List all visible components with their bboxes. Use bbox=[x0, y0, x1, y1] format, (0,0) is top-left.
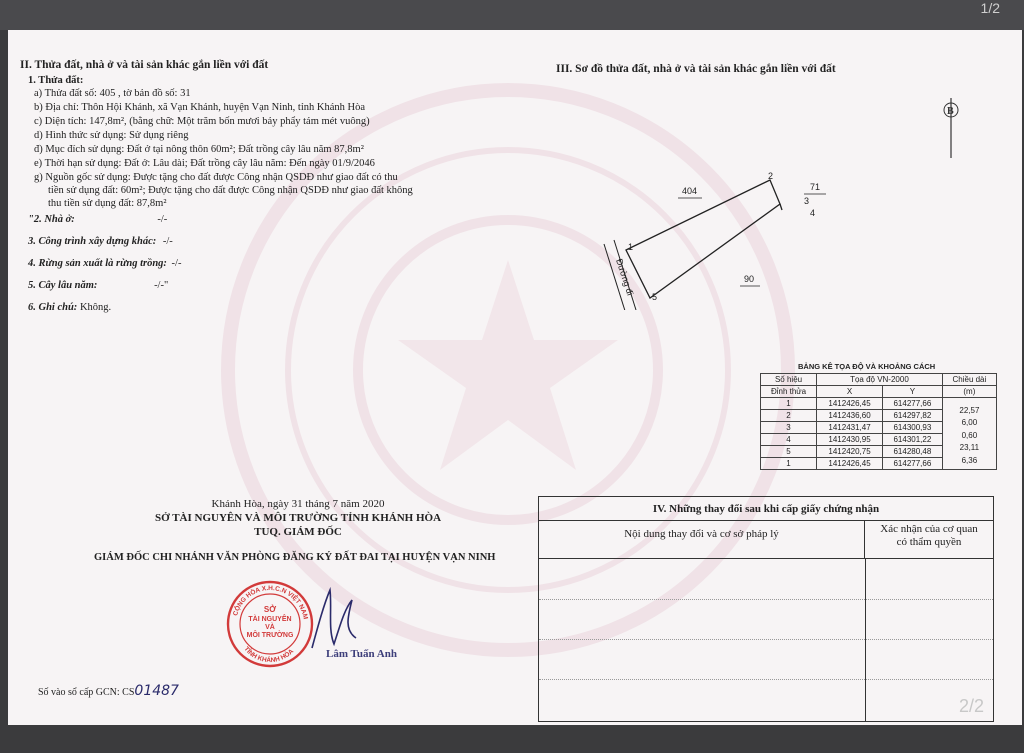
header-length-unit: (m) bbox=[942, 386, 996, 398]
compass-letter: B bbox=[947, 106, 954, 117]
origin-line-1: g) Nguồn gốc sử dụng: Được tặng cho đất được Công nhận QSDĐ như giao đất có thu bbox=[34, 172, 398, 183]
land-parcel-heading: 1. Thửa đất: bbox=[28, 75, 84, 86]
forest-row: 4. Rừng sản xuất là rừng trồng: -/- bbox=[28, 258, 182, 269]
north-arrow-icon bbox=[942, 98, 960, 158]
point-2: 2 bbox=[768, 171, 774, 181]
origin-line-3: thu tiền sử dụng đất: 87,8m² bbox=[48, 198, 167, 209]
changes-body bbox=[539, 559, 993, 721]
point-3: 3 bbox=[804, 196, 810, 206]
header-x: X bbox=[817, 386, 883, 398]
house-row: "2. Nhà ở: -/- bbox=[28, 214, 168, 225]
table-row: 5 1412420,75 614280,48 bbox=[761, 446, 997, 458]
usage-form-line: d) Hình thức sử dụng: Sử dụng riêng bbox=[34, 130, 189, 141]
origin-line-2: tiền sử dụng đất: 60m²; Được tặng cho đất được Công nhận QSDĐ như giao đất không bbox=[48, 185, 413, 196]
perennial-row: 5. Cây lâu năm: -/-" bbox=[28, 280, 169, 291]
changes-content-header: Nội dung thay đổi và cơ sở pháp lý bbox=[539, 521, 865, 558]
previous-page-indicator: 1/2 bbox=[980, 0, 1000, 16]
table-row: 1 1412426,45 614277,66 22,57 6,00 0,60 23,11 6,36 bbox=[761, 398, 997, 410]
section-3-title: III. Sơ đồ thửa đất, nhà ở và tài sản khác gắn liền với đất bbox=[556, 63, 836, 75]
svg-text:TỈNH KHÁNH HÒA: TỈNH KHÁNH HÒA bbox=[242, 645, 296, 665]
header-length: Chiều dài bbox=[942, 374, 996, 386]
neighbor-71: 71 bbox=[810, 182, 821, 192]
parcel-number-line: a) Thửa đất số: 405 , tờ bản đồ số: 31 bbox=[34, 88, 191, 99]
viewer-bottom-bar bbox=[0, 725, 1024, 753]
note-row: 6. Ghi chú: Không. bbox=[28, 302, 112, 313]
header-coord: Tọa độ VN-2000 bbox=[817, 374, 943, 386]
table-row: 4 1412430,95 614301,22 bbox=[761, 434, 997, 446]
header-point-2: Đỉnh thửa bbox=[761, 386, 817, 398]
svg-text:VÀ: VÀ bbox=[265, 624, 275, 631]
parcel-diagram bbox=[578, 170, 838, 310]
header-point: Số hiệu bbox=[761, 374, 817, 386]
table-row: 1 1412426,45 614277,66 bbox=[761, 458, 997, 470]
svg-text:TÀI NGUYÊN: TÀI NGUYÊN bbox=[248, 616, 292, 623]
section-2-title: II. Thửa đất, nhà ở và tài sản khác gắn liền với đất bbox=[20, 59, 269, 71]
neighbor-90: 90 bbox=[744, 274, 755, 284]
signing-branch: GIÁM ĐỐC CHI NHÁNH VĂN PHÒNG ĐĂNG KÝ ĐẤT ĐAI TẠI HUYỆN VẠN NINH bbox=[94, 552, 496, 563]
signing-role: TUQ. GIÁM ĐỐC bbox=[254, 526, 342, 538]
point-5: 5 bbox=[652, 292, 658, 302]
signing-department: SỞ TÀI NGUYÊN VÀ MÔI TRƯỜNG TỈNH KHÁNH HÒA bbox=[154, 512, 442, 524]
signing-date: Khánh Hòa, ngày 31 tháng 7 năm 2020 bbox=[211, 498, 385, 510]
registry-number: Số vào sổ cấp GCN: CS01487 bbox=[38, 683, 179, 699]
length-cell: 22,57 6,00 0,60 23,11 6,36 bbox=[942, 398, 996, 470]
coordinate-table-caption: BẢNG KÊ TỌA ĐỘ VÀ KHOẢNG CÁCH bbox=[798, 362, 936, 371]
table-row: 3 1412431,47 614300,93 bbox=[761, 422, 997, 434]
coordinate-table bbox=[760, 373, 997, 470]
usage-purpose-line: đ) Mục đích sử dụng: Đất ở tại nông thôn 60m²; Đất trồng cây lâu năm 87,8m² bbox=[34, 144, 364, 155]
point-4: 4 bbox=[810, 208, 816, 218]
svg-text:CỘNG HÒA X.H.C.N VIỆT NAM: CỘNG HÒA X.H.C.N VIỆT NAM bbox=[232, 584, 309, 620]
signer-name: Lâm Tuấn Anh bbox=[326, 648, 397, 660]
usage-term-line: e) Thời hạn sử dụng: Đất ở: Lâu dài; Đất trồng cây lâu năm: Đến ngày 01/9/2046 bbox=[34, 158, 375, 169]
svg-text:SỞ: SỞ bbox=[263, 605, 277, 614]
area-line: c) Diện tích: 147,8m², (bằng chữ: Một trăm bốn mươi bảy phẩy tám mét vuông) bbox=[34, 116, 370, 127]
neighbor-404: 404 bbox=[682, 186, 698, 196]
page-indicator: 2/2 bbox=[958, 696, 984, 716]
header-y: Y bbox=[883, 386, 943, 398]
changes-table bbox=[538, 496, 994, 722]
signature-icon bbox=[304, 586, 364, 656]
parcel-outline bbox=[626, 180, 780, 298]
construction-row: 3. Công trình xây dựng khác: -/- bbox=[28, 236, 173, 247]
registry-handwritten-number: 01487 bbox=[134, 683, 179, 699]
svg-text:MÔI TRƯỜNG: MÔI TRƯỜNG bbox=[246, 632, 294, 639]
section-4-title: IV. Những thay đổi sau khi cấp giấy chứng nhận bbox=[539, 497, 993, 521]
signing-block bbox=[68, 498, 528, 538]
address-line: b) Địa chỉ: Thôn Hội Khánh, xã Vạn Khánh, huyện Vạn Ninh, tỉnh Khánh Hòa bbox=[34, 102, 365, 113]
official-stamp-icon bbox=[224, 578, 316, 670]
table-row: 2 1412436,60 614297,82 bbox=[761, 410, 997, 422]
changes-confirm-header: Xác nhận của cơ quan có thẩm quyền bbox=[880, 523, 978, 548]
certificate-page bbox=[8, 30, 1022, 725]
point-1: 1 bbox=[628, 242, 634, 252]
road-label: Đường đi bbox=[614, 257, 636, 297]
viewer-top-bar bbox=[0, 0, 1024, 30]
